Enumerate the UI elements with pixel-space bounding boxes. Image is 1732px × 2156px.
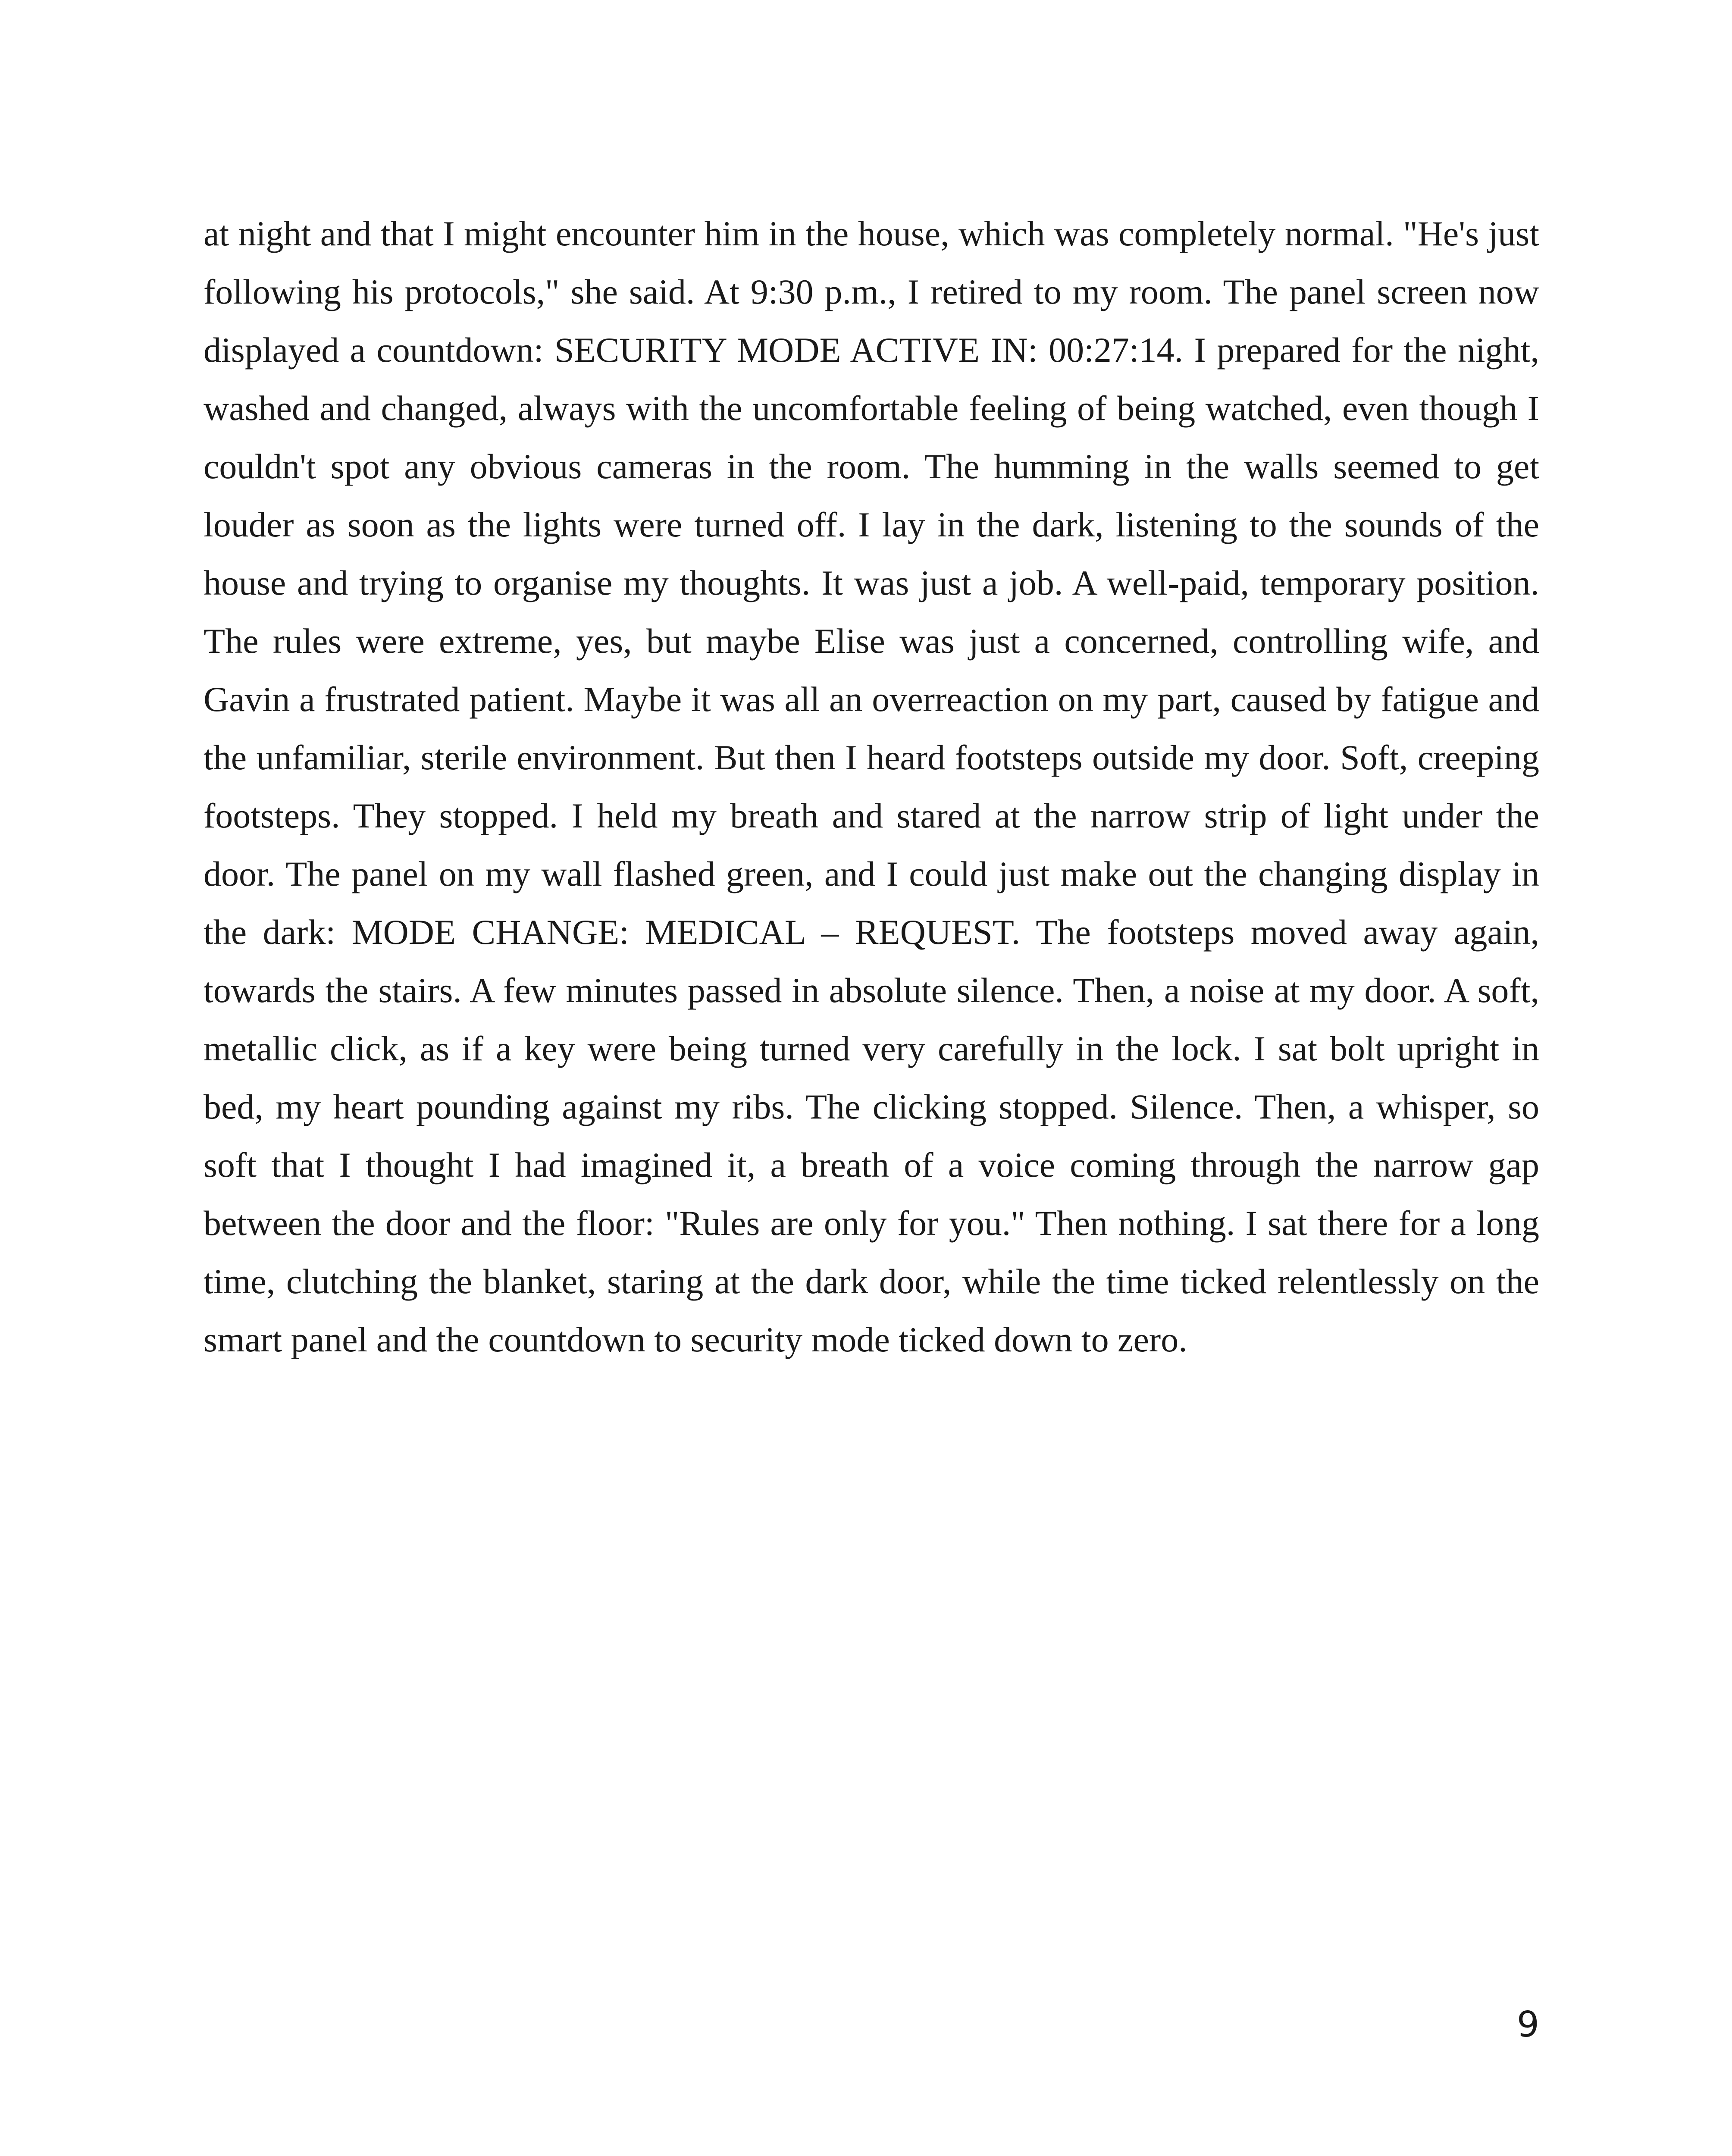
page-number: 9 <box>1516 2004 1539 2045</box>
body-paragraph: at night and that I might encounter him in the house, which was completely normal. "He's just following his protocols," she said. At 9:30 p.m., I retired to my room. The panel screen now displayed a countdown: SECURITY MODE ACTIVE IN: 00:27:14. I prepared for the night, washed and changed, always with the uncomfortable feeling of being watched, even though I couldn't spot any obvious cameras in the room. The humming in the walls seemed to get louder as soon as the lights were turned off. I lay in the dark, listening to the sounds of the house and trying to organise my thoughts. It was just a job. A well-paid, temporary position. The rules were extreme, yes, but maybe Elise was just a concerned, controlling wife, and Gavin a frustrated patient. Maybe it was all an overreaction on my part, caused by fatigue and the unfamiliar, sterile environment. But then I heard footsteps outside my door. Soft, creeping footsteps. They stopped. I held my breath and stared at the narrow strip of light under the door. The panel on my wall flashed green, and I could just make out the changing display in the dark: MODE CHANGE: MEDICAL – REQUEST. The footsteps moved away again, towards the stairs. A few minutes passed in absolute silence. Then, a noise at my door. A soft, metallic click, as if a key were being turned very carefully in the lock. I sat bolt upright in bed, my heart pounding against my ribs. The clicking stopped. Silence. Then, a whisper, so soft that I thought I had imagined it, a breath of a voice coming through the narrow gap between the door and the floor: "Rules are only for you." Then nothing. I sat there for a long time, clutching the blanket, staring at the dark door, while the time ticked relentlessly on the smart panel and the countdown to security mode ticked down to zero. <box>204 214 1539 1359</box>
